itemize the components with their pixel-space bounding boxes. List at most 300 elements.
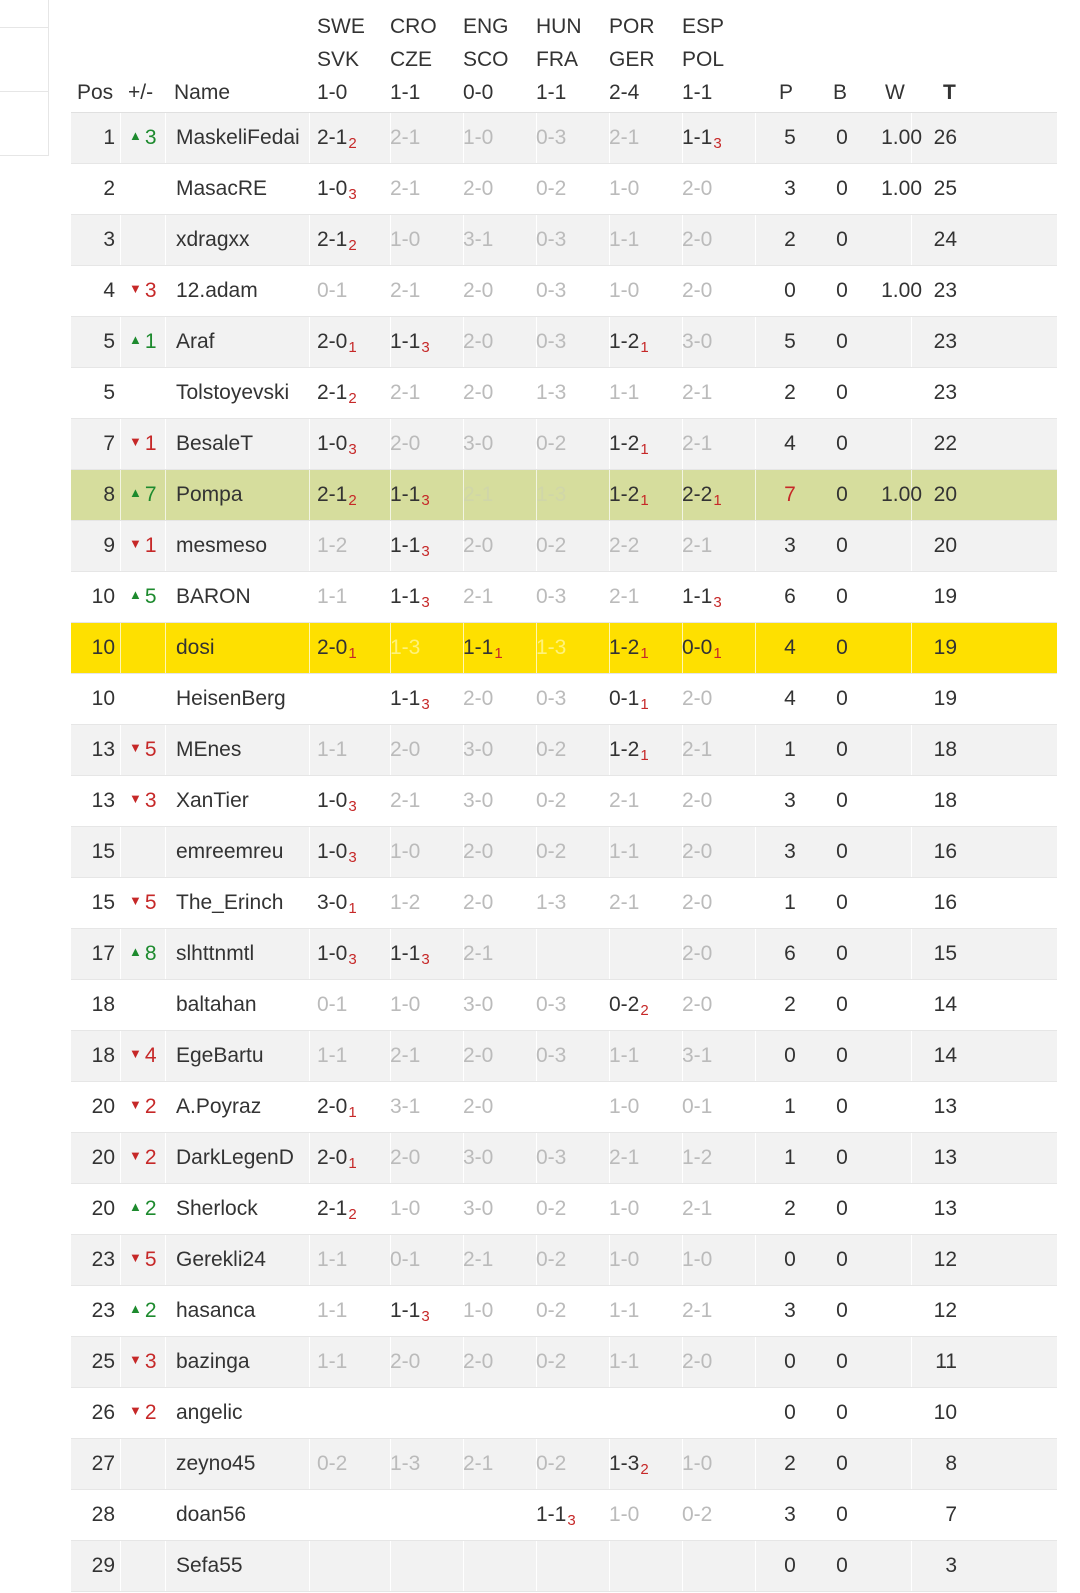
prediction-score: 0-3	[536, 687, 567, 710]
prediction-cell	[463, 470, 535, 520]
prediction-cell	[463, 317, 535, 367]
prediction-cell	[317, 368, 389, 418]
prediction-score: 1-1	[317, 738, 348, 761]
prediction-points: 1	[348, 1104, 357, 1121]
header-t[interactable]: T	[943, 81, 956, 104]
prediction-cell	[609, 266, 681, 316]
column-divider	[309, 1541, 310, 1591]
player-name[interactable]: BesaleT	[176, 432, 254, 455]
prediction-score: 2-0	[463, 177, 494, 200]
prediction-score: 2-0	[317, 330, 348, 353]
triangle-up-icon: ▲	[129, 485, 142, 500]
prediction-cell	[390, 827, 462, 877]
total-cell: 8	[945, 1452, 957, 1475]
prediction-cell	[390, 266, 462, 316]
prediction-score: 2-1	[463, 585, 494, 608]
prediction-score: 1-1	[317, 1350, 348, 1373]
prediction-score: 2-0	[390, 432, 421, 455]
column-divider	[309, 1184, 310, 1234]
prediction-score: 1-1	[317, 585, 348, 608]
prediction-cell	[390, 674, 462, 724]
column-divider	[309, 674, 310, 724]
prediction-cell	[536, 776, 608, 826]
prediction-score: 1-0	[682, 1452, 713, 1475]
prediction-cell	[317, 623, 389, 673]
prediction-score: 1-1	[609, 228, 640, 251]
prediction-cell	[682, 1439, 754, 1489]
total-cell: 23	[933, 279, 957, 302]
table-row[interactable]	[71, 419, 1057, 470]
match-header[interactable]	[682, 0, 754, 112]
change-value: 1	[144, 330, 157, 353]
points-w-cell	[860, 674, 922, 724]
table-row[interactable]	[71, 1082, 1057, 1133]
prediction-cell	[390, 980, 462, 1030]
prediction-points: 3	[421, 594, 430, 611]
prediction-cell	[682, 776, 754, 826]
change-value: 5	[144, 738, 157, 761]
points-b-cell: 0	[836, 330, 848, 353]
prediction-cell	[390, 1337, 462, 1387]
column-divider	[309, 113, 310, 163]
prediction-score: 0-2	[317, 1452, 348, 1475]
player-name[interactable]: bazinga	[176, 1350, 250, 1373]
prediction-cell	[317, 1541, 389, 1591]
prediction-cell	[609, 215, 681, 265]
prediction-score: 3-0	[682, 330, 713, 353]
player-name[interactable]: Tolstoyevski	[176, 381, 290, 404]
prediction-cell	[609, 1490, 681, 1540]
table-row[interactable]	[71, 827, 1057, 878]
column-divider	[755, 266, 756, 316]
table-row[interactable]	[71, 776, 1057, 827]
prediction-cell	[609, 164, 681, 214]
column-divider	[120, 980, 121, 1030]
prediction-score: 3-1	[390, 1095, 421, 1118]
points-w-cell	[860, 368, 922, 418]
rank-down	[129, 279, 157, 302]
header-change[interactable]: +/-	[128, 81, 154, 104]
table-row[interactable]	[71, 521, 1057, 572]
column-divider	[120, 572, 121, 622]
prediction-cell	[463, 419, 535, 469]
player-name[interactable]: mesmeso	[176, 534, 268, 557]
player-name[interactable]: Gerekli24	[176, 1248, 266, 1271]
prediction-score: 0-2	[536, 1350, 567, 1373]
column-divider	[309, 317, 310, 367]
prediction-cell	[609, 776, 681, 826]
prediction-cell	[463, 266, 535, 316]
column-divider	[309, 1439, 310, 1489]
table-row[interactable]	[71, 266, 1057, 317]
column-divider	[755, 317, 756, 367]
player-name[interactable]: HeisenBerg	[176, 687, 286, 710]
prediction-cell	[682, 623, 754, 673]
match-header[interactable]	[390, 0, 462, 112]
points-b-cell: 0	[836, 1146, 848, 1169]
match-header[interactable]	[463, 0, 535, 112]
column-divider	[309, 572, 310, 622]
header-p[interactable]: P	[779, 81, 794, 104]
points-p-cell: 1	[784, 1146, 796, 1169]
prediction-score: 1-0	[463, 126, 494, 149]
prediction-cell	[463, 623, 535, 673]
prediction-cell	[463, 1235, 535, 1285]
prediction-cell	[682, 1541, 754, 1591]
table-row[interactable]	[71, 1541, 1057, 1592]
prediction-points: 3	[348, 951, 357, 968]
player-name[interactable]: DarkLegenD	[176, 1146, 294, 1169]
player-name[interactable]: MasacRE	[176, 177, 268, 200]
prediction-cell	[317, 470, 389, 520]
prediction-score: 2-0	[463, 534, 494, 557]
prediction-cell	[536, 878, 608, 928]
prediction-cell	[682, 980, 754, 1030]
total-cell: 14	[933, 993, 957, 1016]
table-row[interactable]	[71, 725, 1057, 776]
position-cell: 28	[91, 1503, 115, 1526]
prediction-points: 1	[348, 900, 357, 917]
table-row[interactable]	[71, 1337, 1057, 1388]
points-w-cell	[860, 1133, 922, 1183]
prediction-points: 3	[348, 441, 357, 458]
prediction-cell	[609, 827, 681, 877]
player-name[interactable]: angelic	[176, 1401, 243, 1424]
column-divider	[755, 1235, 756, 1285]
total-cell: 16	[933, 840, 957, 863]
header-b[interactable]: B	[833, 81, 848, 104]
prediction-score: 0-2	[609, 993, 640, 1016]
change-cell	[129, 266, 179, 316]
position-cell: 17	[91, 942, 115, 965]
prediction-cell	[682, 266, 754, 316]
prediction-score: 1-1	[609, 381, 640, 404]
prediction-cell	[463, 929, 535, 979]
table-row[interactable]	[71, 215, 1057, 266]
points-b-cell: 0	[836, 126, 848, 149]
match-team-b: POL	[682, 48, 725, 71]
prediction-score: 1-1	[609, 1350, 640, 1373]
column-divider	[755, 1286, 756, 1336]
points-p-cell: 2	[784, 381, 796, 404]
change-cell	[129, 725, 179, 775]
prediction-cell	[682, 521, 754, 571]
total-cell: 23	[933, 381, 957, 404]
column-divider	[755, 113, 756, 163]
player-name[interactable]: XanTier	[176, 789, 249, 812]
prediction-score: 2-1	[609, 585, 640, 608]
player-name[interactable]: emreemreu	[176, 840, 284, 863]
player-name[interactable]: Sefa55	[176, 1554, 243, 1577]
column-divider	[309, 470, 310, 520]
points-b-cell: 0	[836, 1554, 848, 1577]
prediction-cell	[536, 266, 608, 316]
points-w-cell	[860, 1082, 922, 1132]
player-name[interactable]: The_Erinch	[176, 891, 284, 914]
prediction-cell	[317, 521, 389, 571]
points-b-cell: 0	[836, 942, 848, 965]
prediction-score: 2-0	[682, 228, 713, 251]
table-row[interactable]	[71, 368, 1057, 419]
points-p-cell: 7	[784, 483, 796, 506]
total-cell: 10	[933, 1401, 957, 1424]
table-row[interactable]	[71, 470, 1057, 521]
prediction-score: 3-1	[463, 228, 494, 251]
table-row[interactable]	[71, 929, 1057, 980]
column-divider	[755, 1490, 756, 1540]
points-b-cell: 0	[836, 279, 848, 302]
total-cell: 13	[933, 1095, 957, 1118]
player-name[interactable]: xdragxx	[176, 228, 250, 251]
column-divider	[120, 1490, 121, 1540]
prediction-cell	[682, 1133, 754, 1183]
prediction-cell	[536, 470, 608, 520]
player-name[interactable]: zeyno45	[176, 1452, 256, 1475]
header-name[interactable]: Name	[174, 81, 231, 104]
points-w-cell	[860, 776, 922, 826]
change-cell	[129, 674, 179, 724]
player-name[interactable]: Pompa	[176, 483, 243, 506]
prediction-points: 3	[421, 696, 430, 713]
table-row[interactable]	[71, 164, 1057, 215]
player-name[interactable]: hasanca	[176, 1299, 256, 1322]
player-name[interactable]: MaskeliFedai	[176, 126, 300, 149]
prediction-score: 1-1	[609, 1299, 640, 1322]
change-cell	[129, 470, 179, 520]
prediction-cell	[536, 1439, 608, 1489]
points-b-cell: 0	[836, 1401, 848, 1424]
match-score: 1-1	[390, 81, 421, 104]
column-divider	[309, 1490, 310, 1540]
change-cell	[129, 1388, 179, 1438]
player-name[interactable]: dosi	[176, 636, 215, 659]
change-value: 5	[144, 891, 157, 914]
table-row[interactable]	[71, 1439, 1057, 1490]
match-header[interactable]	[536, 0, 608, 112]
table-row[interactable]	[71, 113, 1057, 164]
prediction-cell	[609, 470, 681, 520]
match-header[interactable]	[609, 0, 681, 112]
triangle-down-icon: ▼	[129, 1046, 142, 1061]
prediction-score: 2-0	[390, 1146, 421, 1169]
prediction-cell	[317, 215, 389, 265]
player-name[interactable]: A.Poyraz	[176, 1095, 262, 1118]
prediction-score: 2-0	[682, 993, 713, 1016]
table-row[interactable]	[71, 878, 1057, 929]
total-cell: 26	[933, 126, 957, 149]
prediction-score: 0-2	[536, 1197, 567, 1220]
prediction-cell	[317, 1286, 389, 1336]
column-divider	[120, 776, 121, 826]
rank-down	[129, 1248, 157, 1271]
table-row[interactable]	[71, 1031, 1057, 1082]
player-name[interactable]: doan56	[176, 1503, 247, 1526]
table-row[interactable]	[71, 1286, 1057, 1337]
column-divider	[755, 929, 756, 979]
change-value: 3	[144, 1350, 157, 1373]
prediction-score: 0-1	[682, 1095, 713, 1118]
prediction-cell	[463, 674, 535, 724]
prediction-score: 0-3	[536, 1146, 567, 1169]
points-p-cell: 2	[784, 1452, 796, 1475]
prediction-cell	[536, 827, 608, 877]
prediction-cell	[463, 1490, 535, 1540]
table-row[interactable]	[71, 317, 1057, 368]
prediction-score: 1-0	[317, 177, 348, 200]
prediction-score: 1-1	[390, 330, 421, 353]
change-cell	[129, 980, 179, 1030]
player-name[interactable]: slhttnmtl	[176, 942, 255, 965]
prediction-points: 1	[640, 645, 649, 662]
prediction-cell	[463, 827, 535, 877]
prediction-score: 3-1	[682, 1044, 713, 1067]
triangle-down-icon: ▼	[129, 740, 142, 755]
prediction-cell	[390, 470, 462, 520]
position-cell: 13	[91, 789, 115, 812]
prediction-cell	[317, 1388, 389, 1438]
points-w-cell	[860, 1286, 922, 1336]
table-row[interactable]	[71, 1490, 1057, 1541]
change-cell	[129, 164, 179, 214]
points-p-cell: 0	[784, 1248, 796, 1271]
points-p-cell: 2	[784, 993, 796, 1016]
prediction-points: 3	[421, 1308, 430, 1325]
points-p-cell: 5	[784, 330, 796, 353]
prediction-score: 1-1	[536, 1503, 567, 1526]
position-cell: 2	[103, 177, 115, 200]
change-cell	[129, 1184, 179, 1234]
points-w-cell	[860, 572, 922, 622]
header-w[interactable]: W	[885, 81, 905, 104]
prediction-cell	[463, 1541, 535, 1591]
prediction-cell	[536, 113, 608, 163]
player-name[interactable]: baltahan	[176, 993, 257, 1016]
change-cell	[129, 317, 179, 367]
table-row[interactable]	[71, 674, 1057, 725]
prediction-score: 1-1	[463, 636, 494, 659]
column-divider	[309, 1286, 310, 1336]
change-cell	[129, 368, 179, 418]
prediction-score: 2-0	[390, 1350, 421, 1373]
prediction-score: 1-0	[317, 942, 348, 965]
prediction-cell	[682, 1490, 754, 1540]
total-cell: 20	[933, 534, 957, 557]
points-b-cell: 0	[836, 636, 848, 659]
left-panel-cell	[0, 92, 49, 156]
prediction-score: 0-2	[536, 1248, 567, 1271]
player-name[interactable]: BARON	[176, 585, 251, 608]
total-cell: 11	[935, 1350, 957, 1373]
prediction-score: 1-0	[317, 840, 348, 863]
prediction-score: 2-0	[463, 1350, 494, 1373]
column-divider	[755, 980, 756, 1030]
position-cell: 8	[103, 483, 115, 506]
points-p-cell: 3	[784, 534, 796, 557]
table-row[interactable]	[71, 1388, 1057, 1439]
column-divider	[120, 266, 121, 316]
prediction-cell	[390, 1235, 462, 1285]
table-row[interactable]	[71, 1133, 1057, 1184]
prediction-score: 2-0	[682, 279, 713, 302]
change-cell	[129, 776, 179, 826]
points-w-cell	[860, 980, 922, 1030]
change-value: 2	[144, 1095, 157, 1118]
prediction-cell	[682, 470, 754, 520]
prediction-score: 1-2	[609, 483, 640, 506]
points-p-cell: 4	[784, 687, 796, 710]
player-name[interactable]: 12.adam	[176, 279, 258, 302]
total-cell: 3	[945, 1554, 957, 1577]
points-b-cell: 0	[836, 1248, 848, 1271]
prediction-score: 3-0	[463, 738, 494, 761]
change-cell	[129, 623, 179, 673]
table-row[interactable]	[71, 980, 1057, 1031]
points-b-cell: 0	[836, 1452, 848, 1475]
prediction-cell	[682, 215, 754, 265]
match-score: 2-4	[609, 81, 640, 104]
prediction-score: 1-0	[317, 432, 348, 455]
prediction-score: 0-3	[536, 228, 567, 251]
change-value: 1	[144, 432, 157, 455]
table-row[interactable]	[71, 1184, 1057, 1235]
prediction-cell	[390, 1490, 462, 1540]
rank-down	[129, 1146, 157, 1169]
player-name[interactable]: MEnes	[176, 738, 242, 761]
table-row[interactable]	[71, 623, 1057, 674]
prediction-cell	[609, 113, 681, 163]
prediction-cell	[536, 368, 608, 418]
player-name[interactable]: EgeBartu	[176, 1044, 264, 1067]
prediction-points: 1	[713, 645, 722, 662]
prediction-score: 0-1	[390, 1248, 421, 1271]
points-p-cell: 3	[784, 1299, 796, 1322]
rank-up	[129, 483, 157, 506]
player-name[interactable]: Araf	[176, 330, 215, 353]
change-cell	[129, 827, 179, 877]
prediction-score: 1-3	[536, 381, 567, 404]
points-b-cell: 0	[836, 585, 848, 608]
prediction-cell	[536, 1337, 608, 1387]
triangle-down-icon: ▼	[129, 1148, 142, 1163]
prediction-cell	[463, 368, 535, 418]
prediction-cell	[390, 1031, 462, 1081]
triangle-up-icon: ▲	[129, 587, 142, 602]
prediction-cell	[536, 1031, 608, 1081]
prediction-points: 3	[713, 135, 722, 152]
prediction-cell	[682, 725, 754, 775]
table-row[interactable]	[71, 1235, 1057, 1286]
prediction-cell	[609, 1439, 681, 1489]
match-header[interactable]	[317, 0, 389, 112]
prediction-score: 2-1	[463, 483, 494, 506]
prediction-cell	[536, 164, 608, 214]
rank-down	[129, 534, 157, 557]
header-pos[interactable]: Pos	[77, 81, 114, 104]
column-divider	[120, 113, 121, 163]
table-row[interactable]	[71, 572, 1057, 623]
prediction-cell	[682, 317, 754, 367]
player-name[interactable]: Sherlock	[176, 1197, 258, 1220]
prediction-score: 0-3	[536, 1044, 567, 1067]
change-value: 3	[144, 789, 157, 812]
prediction-cell	[463, 113, 535, 163]
column-divider	[120, 1235, 121, 1285]
points-b-cell: 0	[836, 840, 848, 863]
triangle-down-icon: ▼	[129, 281, 142, 296]
prediction-cell	[317, 1031, 389, 1081]
points-w-cell	[860, 521, 922, 571]
prediction-score: 1-3	[609, 1452, 640, 1475]
